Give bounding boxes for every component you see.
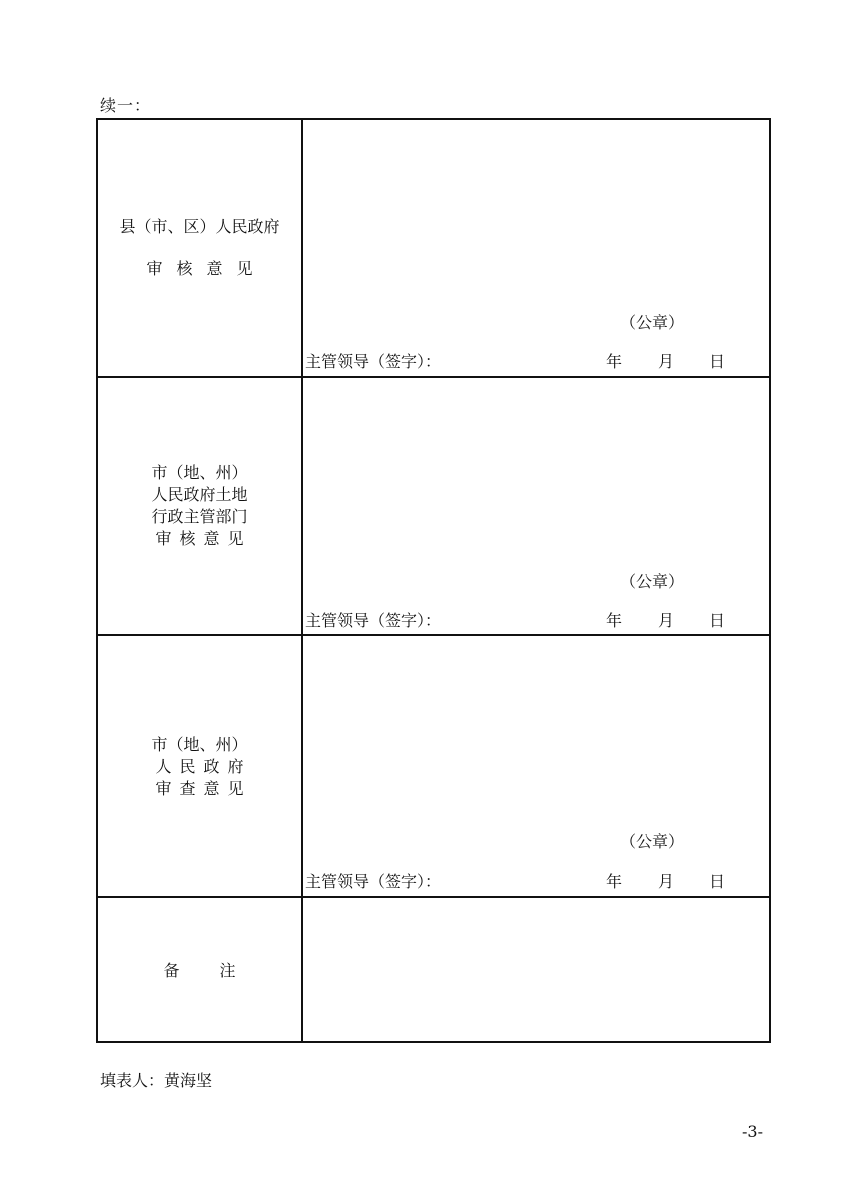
county-review-label-line1: 县（市、区）人民政府 [119, 217, 280, 236]
row-divider [98, 634, 769, 636]
approval-form-table [96, 118, 771, 1043]
county-signer-label: 主管领导（签字）： [305, 352, 442, 371]
column-divider [301, 120, 303, 1041]
city-gov-date-month: 月 [658, 872, 675, 891]
row-divider [98, 896, 769, 898]
county-date-day: 日 [709, 352, 726, 371]
city-land-date-day: 日 [709, 611, 726, 630]
city-gov-label-line3: 审查意见 [155, 779, 252, 798]
city-land-seal-text: （公章） [620, 572, 685, 591]
city-gov-signer-label: 主管领导（签字）： [305, 872, 442, 891]
city-gov-label-line2: 人民政府 [155, 757, 252, 776]
row-divider [98, 376, 769, 378]
remarks-label: 备注 [163, 961, 276, 980]
city-land-date-year: 年 [606, 611, 623, 630]
city-gov-label-line1: 市（地、州） [151, 735, 248, 754]
county-review-label-line2: 审核意见 [146, 259, 267, 278]
city-land-dept-label-line2: 人民政府土地 [151, 485, 248, 504]
county-seal-text: （公章） [620, 313, 685, 332]
city-gov-date-year: 年 [606, 872, 623, 891]
city-land-dept-label-line1: 市（地、州） [151, 463, 248, 482]
form-filler: 填表人：黄海坚 [100, 1071, 213, 1090]
page-number: -3- [742, 1122, 763, 1141]
county-date-year: 年 [606, 352, 623, 371]
city-land-date-month: 月 [658, 611, 675, 630]
county-date-month: 月 [658, 352, 675, 371]
city-gov-date-day: 日 [709, 872, 726, 891]
city-land-dept-label-line4: 审核意见 [155, 529, 252, 548]
city-gov-seal-text: （公章） [620, 832, 685, 851]
continuation-heading: 续一： [100, 96, 152, 115]
city-land-signer-label: 主管领导（签字）： [305, 611, 442, 630]
city-land-dept-label-line3: 行政主管部门 [151, 507, 248, 526]
